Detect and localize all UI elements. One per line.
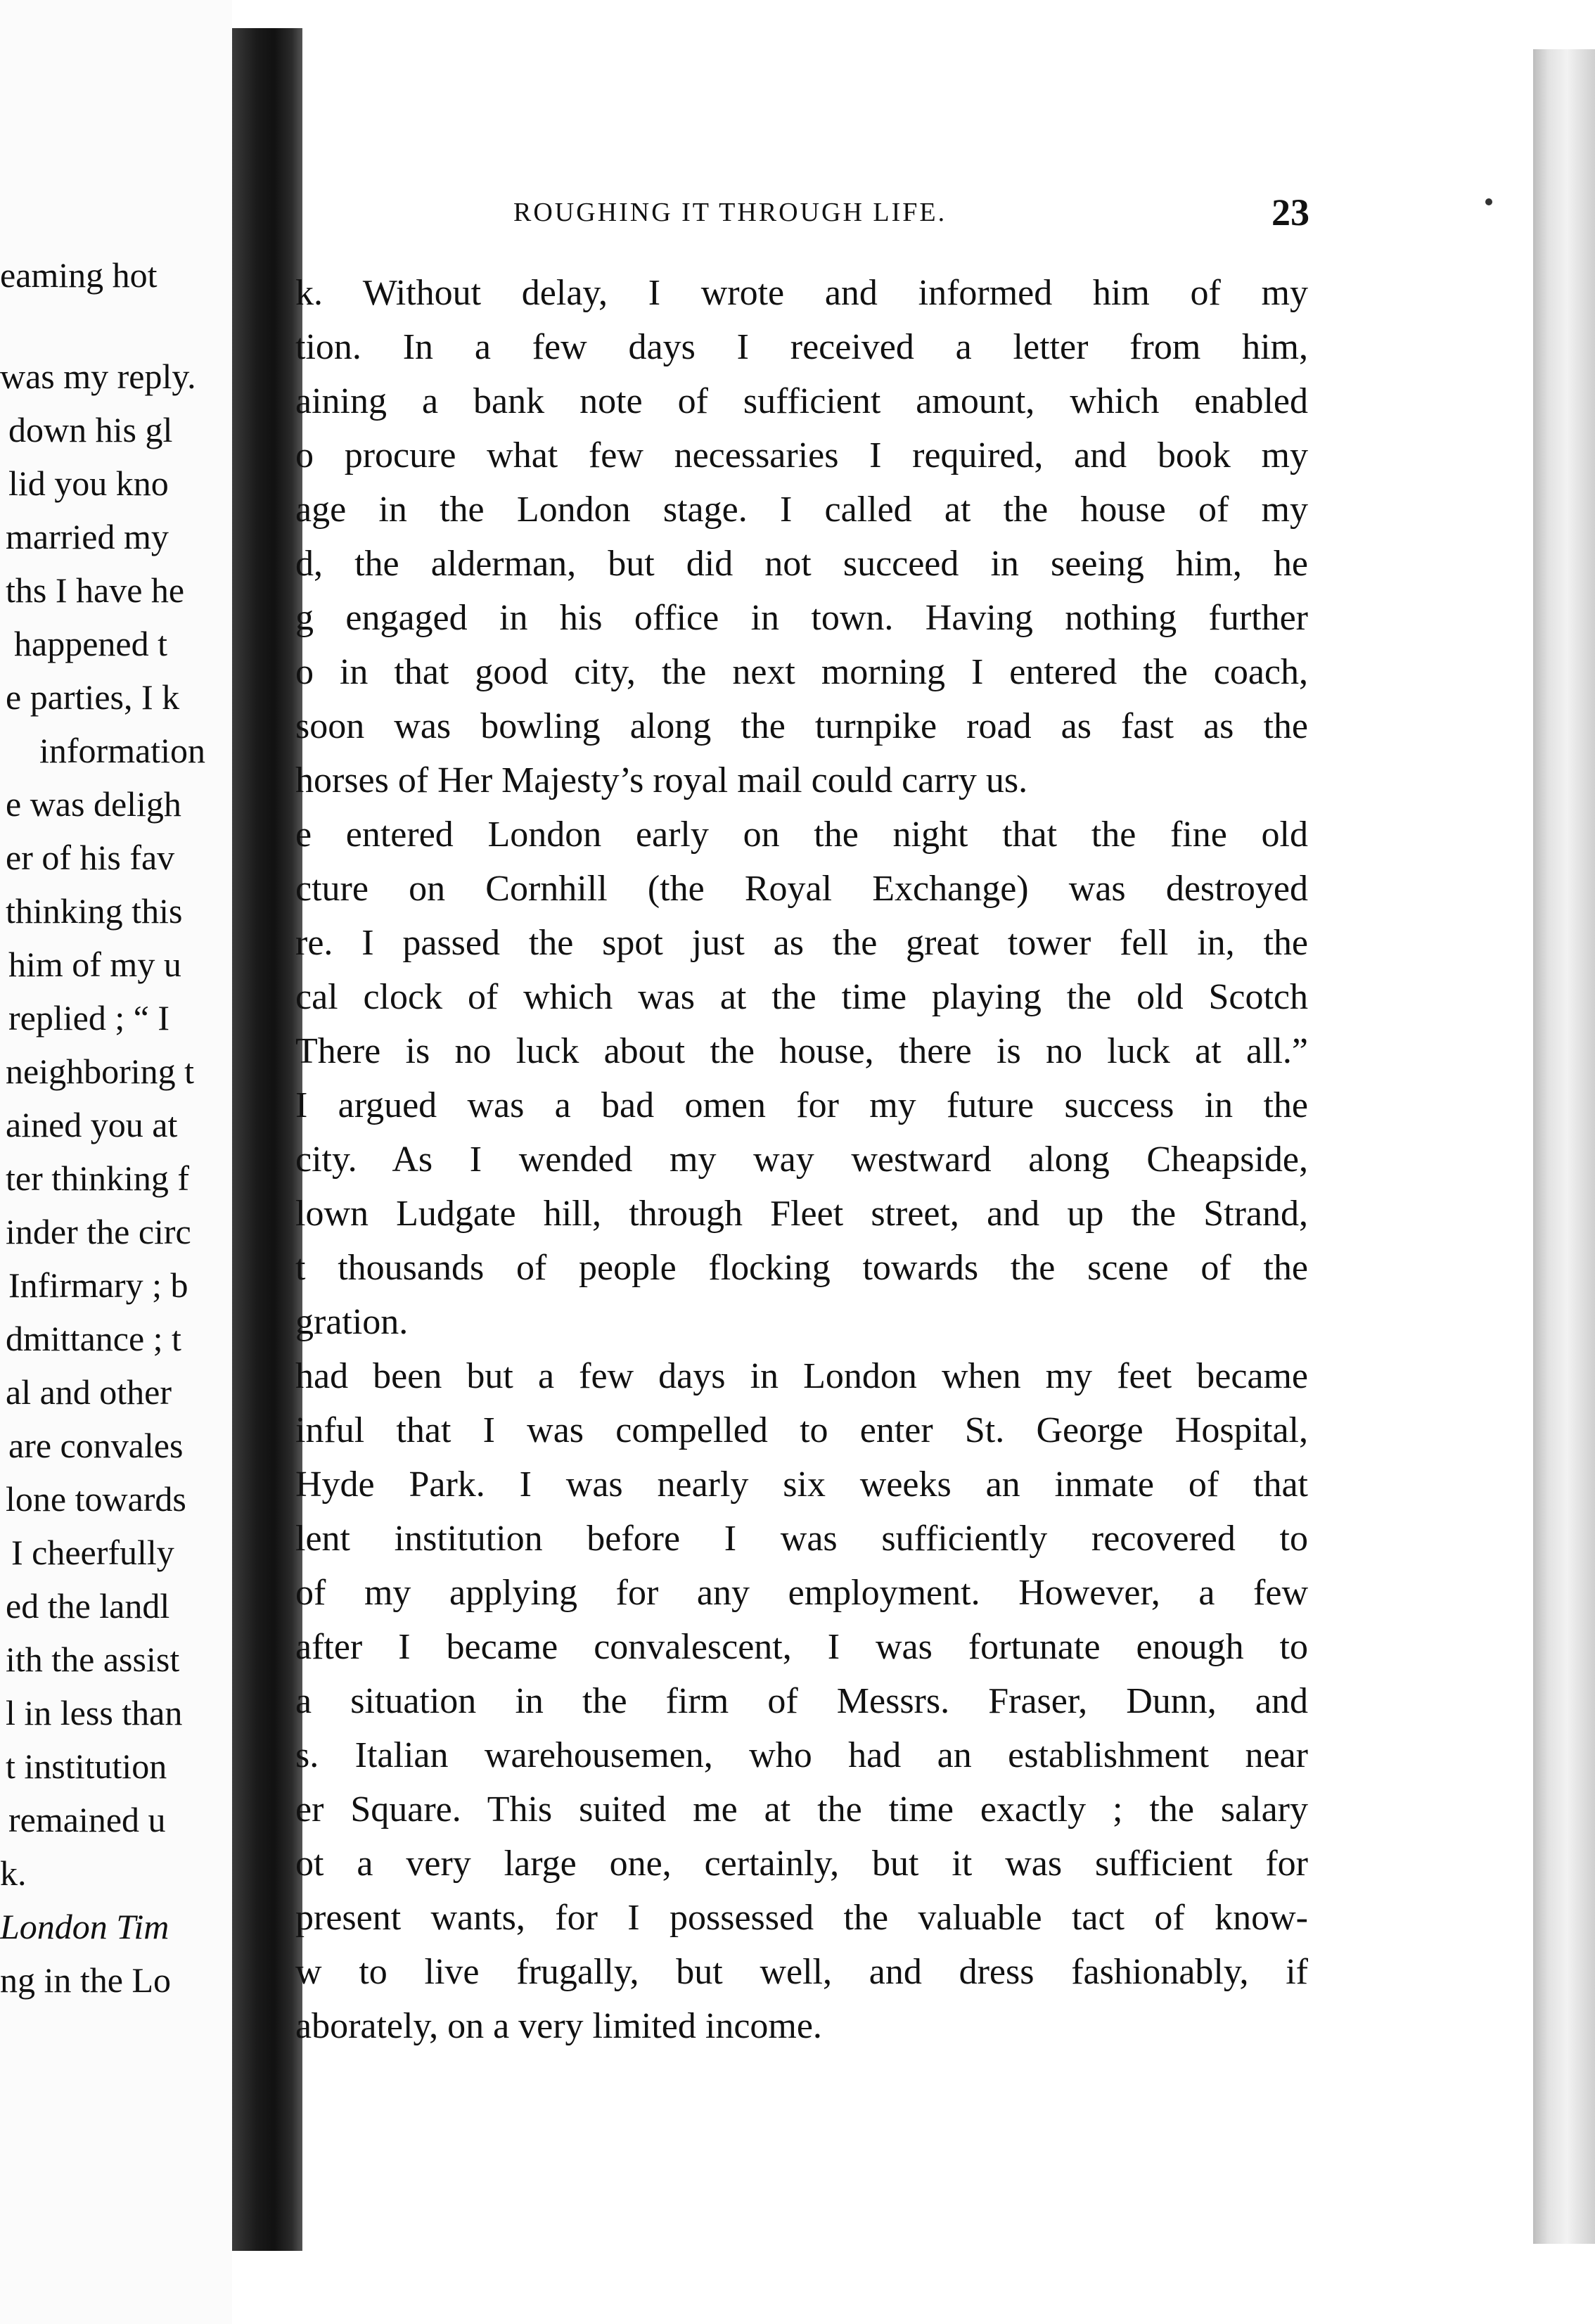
body-line: o in that good city, the next morning I entered the coach,: [295, 652, 1308, 692]
left-page-line: t institution: [6, 1747, 167, 1786]
left-page-line: thinking this: [6, 891, 183, 931]
body-line: horses of Her Majesty’s royal mail could carry us.: [295, 760, 1028, 800]
body-line: of my applying for any employment. However, a few: [295, 1573, 1308, 1613]
body-line: g engaged in his office in town. Having nothing further: [295, 598, 1308, 638]
body-line: present wants, for I possessed the valuable tact of know-: [295, 1898, 1308, 1938]
left-page-line: k.: [0, 1853, 27, 1893]
left-page-line: al and other: [6, 1372, 172, 1412]
body-line: ot a very large one, certainly, but it was sufficient for: [295, 1844, 1308, 1884]
left-page-line: dmittance ; t: [6, 1319, 181, 1358]
body-line: city. As I wended my way westward along Cheapside,: [295, 1139, 1308, 1180]
left-page-line: ained you at: [6, 1105, 178, 1144]
body-line: cture on Cornhill (the Royal Exchange) was destroyed: [295, 869, 1308, 909]
left-page-line: information: [39, 731, 206, 770]
body-line: o procure what few necessaries I required, and book my: [295, 435, 1308, 475]
body-line: w to live frugally, but well, and dress fashionably, if: [295, 1952, 1308, 1992]
left-page-line: ter thinking f: [6, 1158, 190, 1198]
left-page-line: him of my u: [8, 945, 181, 984]
left-page-line: eaming hot: [0, 255, 158, 295]
body-line: s. Italian warehousemen, who had an establishment near: [295, 1735, 1308, 1775]
left-page-fragment: [0, 0, 232, 2324]
left-page-line: I cheerfully: [11, 1533, 174, 1572]
page-edge: [1533, 49, 1595, 2244]
body-line: e entered London early on the night that the fine old: [295, 815, 1308, 855]
left-page-line: inder the circ: [6, 1212, 191, 1251]
body-line: re. I passed the spot just as the great tower fell in, the: [295, 923, 1308, 963]
left-page-line: ith the assist: [6, 1640, 180, 1679]
left-page-line: ths I have he: [6, 570, 185, 610]
ink-speck: [1485, 198, 1492, 205]
left-page-line: are convales: [8, 1426, 184, 1465]
body-line: I argued was a bad omen for my future success in the: [295, 1085, 1308, 1125]
left-page-line: down his gl: [8, 410, 173, 449]
body-line: age in the London stage. I called at the house of my: [295, 490, 1308, 530]
left-page-line: was my reply.: [0, 357, 196, 396]
book-gutter-shadow: [232, 28, 302, 2251]
body-line: a situation in the firm of Messrs. Fraser, Dunn, and: [295, 1681, 1308, 1721]
left-page-line: lone towards: [6, 1479, 186, 1519]
body-line: aborately, on a very limited income.: [295, 2006, 822, 2046]
body-line: had been but a few days in London when my feet became: [295, 1356, 1308, 1396]
left-page-line: Infirmary ; b: [8, 1265, 188, 1305]
body-line: inful that I was compelled to enter St. George Hospital,: [295, 1410, 1308, 1450]
left-page-line: replied ; “ I: [8, 998, 170, 1038]
body-line: after I became convalescent, I was fortunate enough to: [295, 1627, 1308, 1667]
left-page-line: lid you kno: [8, 464, 169, 503]
body-line: er Square. This suited me at the time exactly ; the salary: [295, 1789, 1308, 1830]
body-line: k. Without delay, I wrote and informed him of my: [295, 273, 1308, 313]
body-line: soon was bowling along the turnpike road as fast as the: [295, 706, 1308, 746]
left-page-line: married my: [6, 517, 169, 556]
body-line: tion. In a few days I received a letter from him,: [295, 327, 1308, 367]
body-line: aining a bank note of sufficient amount, which enabled: [295, 381, 1308, 421]
body-line: t thousands of people flocking towards the scene of the: [295, 1248, 1308, 1288]
body-line: cal clock of which was at the time playing the old Scotch: [295, 977, 1308, 1017]
body-line: There is no luck about the house, there is no luck at all.”: [295, 1031, 1308, 1071]
body-line: lent institution before I was sufficiently recovered to: [295, 1519, 1308, 1559]
left-page-line: neighboring t: [6, 1052, 195, 1091]
running-head-title: ROUGHING IT THROUGH LIFE.: [513, 198, 947, 227]
left-page-line: ng in the Lo: [0, 1960, 172, 2000]
body-line: d, the alderman, but did not succeed in seeing him, he: [295, 544, 1308, 584]
body-line: gration.: [295, 1302, 409, 1342]
body-line: Hyde Park. I was nearly six weeks an inmate of that: [295, 1464, 1308, 1505]
left-page-line: er of his fav: [6, 838, 175, 877]
left-page-line: e was deligh: [6, 784, 181, 824]
left-page-line: l in less than: [6, 1693, 183, 1732]
left-page-line: London Tim: [0, 1907, 169, 1946]
left-page-line: happened t: [14, 624, 167, 663]
left-page-line: e parties, I k: [6, 677, 180, 717]
page-number: 23: [1271, 191, 1309, 234]
left-page-line: remained u: [8, 1800, 166, 1839]
left-page-line: ed the landl: [6, 1586, 170, 1626]
body-line: lown Ludgate hill, through Fleet street, and up the Strand,: [295, 1194, 1308, 1234]
